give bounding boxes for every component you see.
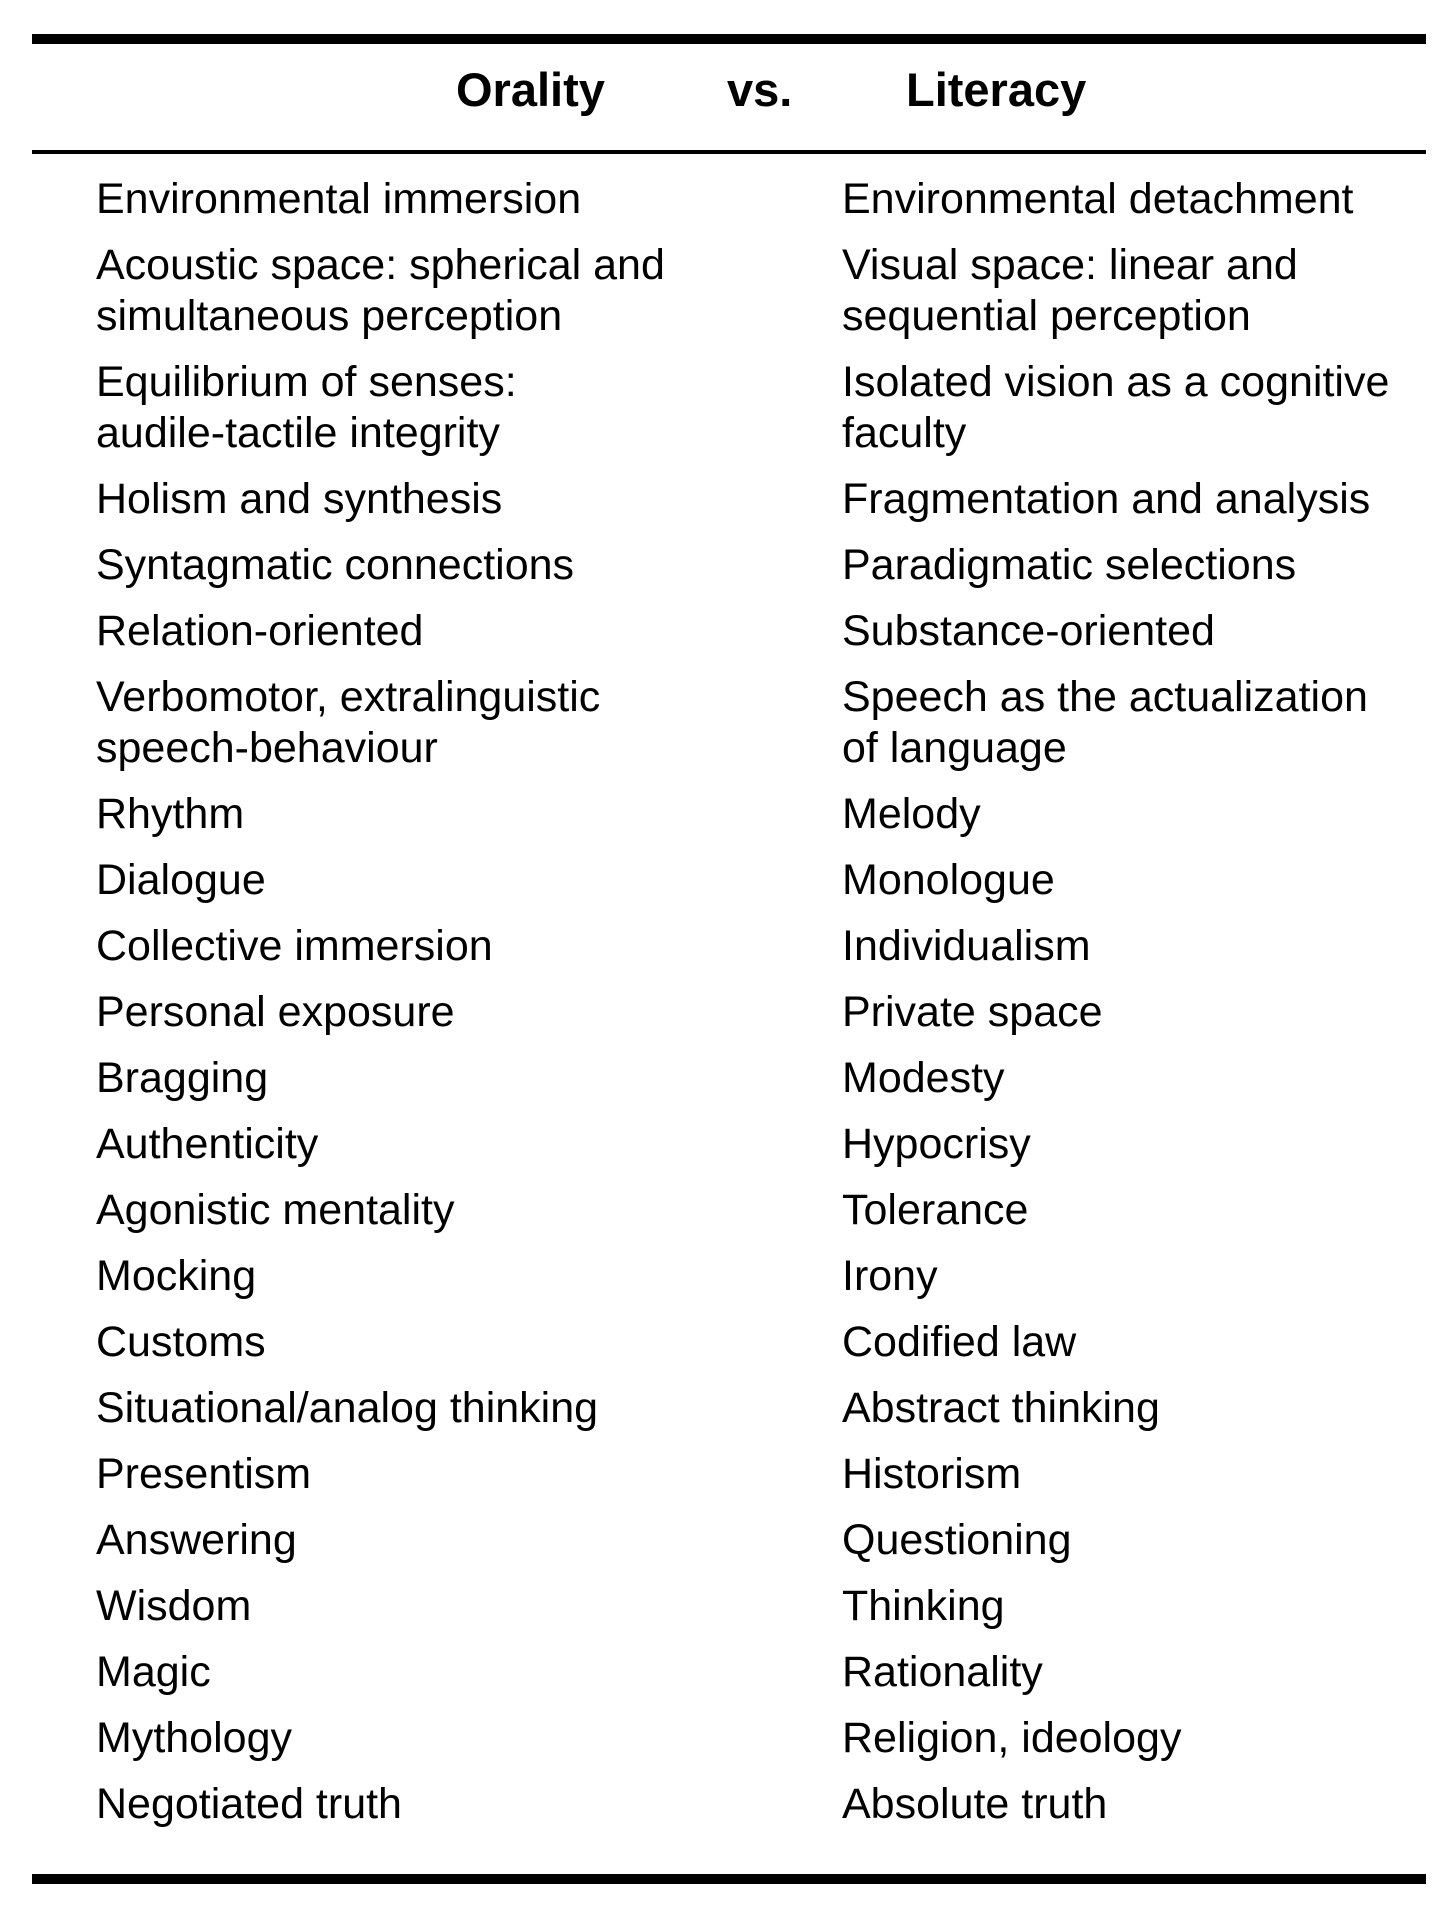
literacy-cell — [842, 1119, 1436, 1170]
literacy-text: Religion, ideology — [842, 1714, 1182, 1762]
table-row — [96, 672, 1436, 774]
header-rule — [32, 150, 1426, 154]
orality-text: Holism and synthesis — [96, 475, 503, 523]
orality-text: Acoustic space: spherical and — [96, 241, 665, 289]
literacy-cell — [842, 1779, 1436, 1830]
orality-text: audile-tactile integrity — [96, 409, 500, 457]
literacy-text: Individualism — [842, 922, 1091, 970]
table-row — [96, 1317, 1436, 1368]
table-row — [96, 540, 1436, 591]
orality-text: Mythology — [96, 1714, 292, 1762]
orality-cell — [96, 240, 842, 342]
literacy-cell — [842, 1251, 1436, 1302]
orality-cell — [96, 1383, 842, 1434]
orality-cell — [96, 1581, 842, 1632]
literacy-text: sequential perception — [842, 292, 1251, 340]
literacy-cell — [842, 540, 1436, 591]
orality-text: Dialogue — [96, 856, 266, 904]
literacy-text: Fragmentation and analysis — [842, 475, 1371, 523]
literacy-cell — [842, 1515, 1436, 1566]
literacy-cell — [842, 987, 1436, 1038]
table-row — [96, 1449, 1436, 1500]
orality-text: Verbomotor, extralinguistic — [96, 673, 601, 721]
bottom-rule — [32, 1874, 1426, 1884]
table-row — [96, 357, 1436, 459]
literacy-text: Historism — [842, 1450, 1022, 1498]
literacy-text: Hypocrisy — [842, 1120, 1031, 1168]
orality-text: Personal exposure — [96, 988, 455, 1036]
orality-cell — [96, 987, 842, 1038]
literacy-cell — [842, 1053, 1436, 1104]
literacy-cell — [842, 789, 1436, 840]
literacy-cell — [842, 357, 1436, 459]
orality-cell — [96, 1185, 842, 1236]
literacy-cell — [842, 474, 1436, 525]
literacy-text: Monologue — [842, 856, 1055, 904]
orality-text: Authenticity — [96, 1120, 319, 1168]
literacy-text: Thinking — [842, 1582, 1005, 1630]
orality-cell — [96, 1713, 842, 1764]
orality-cell — [96, 1515, 842, 1566]
orality-text: Relation-oriented — [96, 607, 424, 655]
literacy-cell — [842, 1383, 1436, 1434]
table-row — [96, 1383, 1436, 1434]
literacy-text: of language — [842, 724, 1067, 772]
literacy-text: Environmental detachment — [842, 175, 1354, 223]
literacy-text: Irony — [842, 1252, 938, 1300]
orality-text: Rhythm — [96, 790, 245, 838]
literacy-cell — [842, 1185, 1436, 1236]
orality-text: Collective immersion — [96, 922, 493, 970]
literacy-text: Abstract thinking — [842, 1384, 1160, 1432]
table-row — [96, 1053, 1436, 1104]
literacy-text: Speech as the actualization — [842, 673, 1368, 721]
table-row — [96, 987, 1436, 1038]
literacy-cell — [842, 1449, 1436, 1500]
orality-cell — [96, 855, 842, 906]
literacy-cell — [842, 606, 1436, 657]
orality-cell — [96, 1251, 842, 1302]
literacy-text: Melody — [842, 790, 981, 838]
literacy-cell — [842, 174, 1436, 225]
literacy-cell — [842, 921, 1436, 972]
heading-orality: Orality — [456, 63, 605, 116]
table-row — [96, 1251, 1436, 1302]
orality-cell — [96, 1449, 842, 1500]
table-row — [96, 1185, 1436, 1236]
orality-text: Presentism — [96, 1450, 312, 1498]
orality-text: Customs — [96, 1318, 266, 1366]
literacy-text: Modesty — [842, 1054, 1005, 1102]
table-row — [96, 474, 1436, 525]
literacy-cell — [842, 1647, 1436, 1698]
table-row — [96, 606, 1436, 657]
table-row — [96, 1713, 1436, 1764]
literacy-cell — [842, 855, 1436, 906]
orality-text: Syntagmatic connections — [96, 541, 575, 589]
literacy-text: faculty — [842, 409, 967, 457]
orality-text: Negotiated truth — [96, 1780, 402, 1828]
orality-text: speech-behaviour — [96, 724, 438, 772]
orality-cell — [96, 1119, 842, 1170]
orality-text: Magic — [96, 1648, 211, 1696]
literacy-cell — [842, 1713, 1436, 1764]
orality-text: Mocking — [96, 1252, 257, 1300]
literacy-text: Tolerance — [842, 1186, 1029, 1234]
literacy-text: Substance-oriented — [842, 607, 1215, 655]
literacy-text: Paradigmatic selections — [842, 541, 1297, 589]
orality-text: Environmental immersion — [96, 175, 582, 223]
top-rule — [32, 34, 1426, 44]
literacy-cell — [842, 672, 1436, 774]
heading-literacy: Literacy — [906, 63, 1087, 116]
orality-text: Situational/analog thinking — [96, 1384, 599, 1432]
table-row — [96, 240, 1436, 342]
orality-cell — [96, 357, 842, 459]
literacy-text: Visual space: linear and — [842, 241, 1298, 289]
literacy-text: Questioning — [842, 1516, 1072, 1564]
orality-text: simultaneous perception — [96, 292, 563, 340]
heading-versus: vs. — [727, 63, 793, 116]
orality-text: Agonistic mentality — [96, 1186, 455, 1234]
orality-cell — [96, 474, 842, 525]
table-row — [96, 921, 1436, 972]
table-row — [96, 1515, 1436, 1566]
orality-cell — [96, 174, 842, 225]
literacy-text: Codified law — [842, 1318, 1077, 1366]
literacy-cell — [842, 1581, 1436, 1632]
orality-text: Wisdom — [96, 1582, 252, 1630]
orality-cell — [96, 1053, 842, 1104]
orality-cell — [96, 1317, 842, 1368]
literacy-text: Absolute truth — [842, 1780, 1108, 1828]
orality-cell — [96, 789, 842, 840]
orality-cell — [96, 672, 842, 774]
orality-cell — [96, 540, 842, 591]
orality-cell — [96, 606, 842, 657]
table-row — [96, 1647, 1436, 1698]
literacy-cell — [842, 240, 1436, 342]
table-row — [96, 1779, 1436, 1830]
table-row — [96, 1581, 1436, 1632]
literacy-cell — [842, 1317, 1436, 1368]
literacy-text: Isolated vision as a cognitive — [842, 358, 1390, 406]
table-row — [96, 789, 1436, 840]
orality-cell — [96, 1779, 842, 1830]
table-row — [96, 1119, 1436, 1170]
orality-text: Answering — [96, 1516, 297, 1564]
table-row — [96, 174, 1436, 225]
table-body — [96, 174, 1436, 1845]
table-row — [96, 855, 1436, 906]
literacy-text: Rationality — [842, 1648, 1043, 1696]
orality-cell — [96, 1647, 842, 1698]
orality-text: Equilibrium of senses: — [96, 358, 517, 406]
orality-text: Bragging — [96, 1054, 269, 1102]
orality-cell — [96, 921, 842, 972]
literacy-text: Private space — [842, 988, 1103, 1036]
